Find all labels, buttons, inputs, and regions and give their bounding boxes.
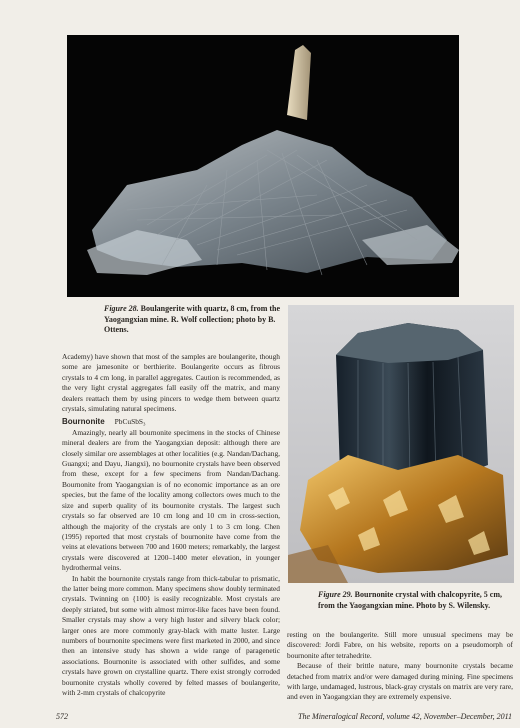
figure-29-photo <box>288 305 514 583</box>
figure-28-caption <box>104 304 282 336</box>
left-text-column <box>62 352 280 698</box>
page-number: 572 <box>56 712 68 721</box>
figure-29-caption-text: Bournonite crystal with chalcopyrite, 5 cm, from the Yaogangxian mine. Photo by S. Wilensky. <box>318 590 502 610</box>
running-footer: The Mineralogical Record, volume 42, November–December, 2011 <box>298 712 512 721</box>
figure-28-caption-text: Boulangerite with quartz, 8 cm, from the Yaogangxian mine. R. Wolf collection; photo by B. Ottens. <box>104 304 281 335</box>
figure-28-photo <box>67 35 459 297</box>
figure-28-label: Figure 28. <box>104 304 139 313</box>
figure-29-caption <box>318 590 516 611</box>
species-heading <box>62 417 280 427</box>
paragraph-continued: Academy) have shown that most of the samples are boulangerite, though some are jamesonite or berthierite. Boulangerite occurs as fibrous crystals to 4 cm long, in parallel aggregates. Caution is recommended, as the very light crystal aggregates fall easily off the matrix, and many dealers reattach them by using pincers to wedge them between quartz crystals, simulating natural specimens. <box>62 352 280 414</box>
figure-29-label: Figure 29. <box>318 590 353 599</box>
species-name: Bournonite <box>62 417 105 427</box>
paragraph-continued: resting on the boulangerite. Still more unusual specimens may be discovered: Jordi Fabre, on his website, reports on a pseudomorph of bournonite after tetrahedrite. <box>287 630 513 660</box>
paragraph: In habit the bournonite crystals range from thick-tabular to prismatic, the latter being more common. Many specimens show doubly terminated crystals. Twinning on {100} is easily recognizable. Most crystals are deeply striated, but some with almost mirror-like faces have been found. Smaller crystals may show a very high luster and silvery black color; larger ones are more commonly gray-black with matte luster. Large numbers of bournonite specimens were first marketed in 2000, and since then an intensive study has shown a wide range of paragenetic associations. Bournonite is associated with other sulfides, and some crystals have grown on crystalline quartz. There exist strongly corroded bournonite crystals wholly covered by felted masses of boulangerite, with 2-mm crystals of chalcopyrite <box>62 573 280 697</box>
right-text-column <box>287 630 513 703</box>
species-formula: PbCuSbS₃ <box>114 417 146 427</box>
paragraph: Because of their brittle nature, many bournonite crystals became detached from matrix and/or were damaged during mining. Fine specimens with large, undamaged, lustrous, black-gray crystals on matrix are very rare, and even in Yaogangxian they are extremely expensive. <box>287 661 513 702</box>
paragraph: Amazingly, nearly all bournonite specimens in the stocks of Chinese mineral dealers are from the Yaogangxian deposit: although there are closely similar ore assemblages at other localities (e.g. Nandan/Dachang, Guangxi; and Dayu, Jiangxi), no bournonite crystals have been observed from these, except for a few specimens from Nandan/Dachang. Bournonite from Yaogangxian is of no economic importance as an ore species, but the fame of the locality among collectors owes much to the size and superb quality of its bournonite crystals. The largest such crystals so far observed are 10 cm long and 10 cm in cross-section, although the majority of the crystals are only 1 to 3 cm long. Chen (1995) reported that most crystals of bournonite have come from the veins at elevations between 700 and 1600 meters; remarkably, the largest crystals were discovered at 1200–1400 meter elevation, in younger hydrothermal veins. <box>62 427 280 573</box>
